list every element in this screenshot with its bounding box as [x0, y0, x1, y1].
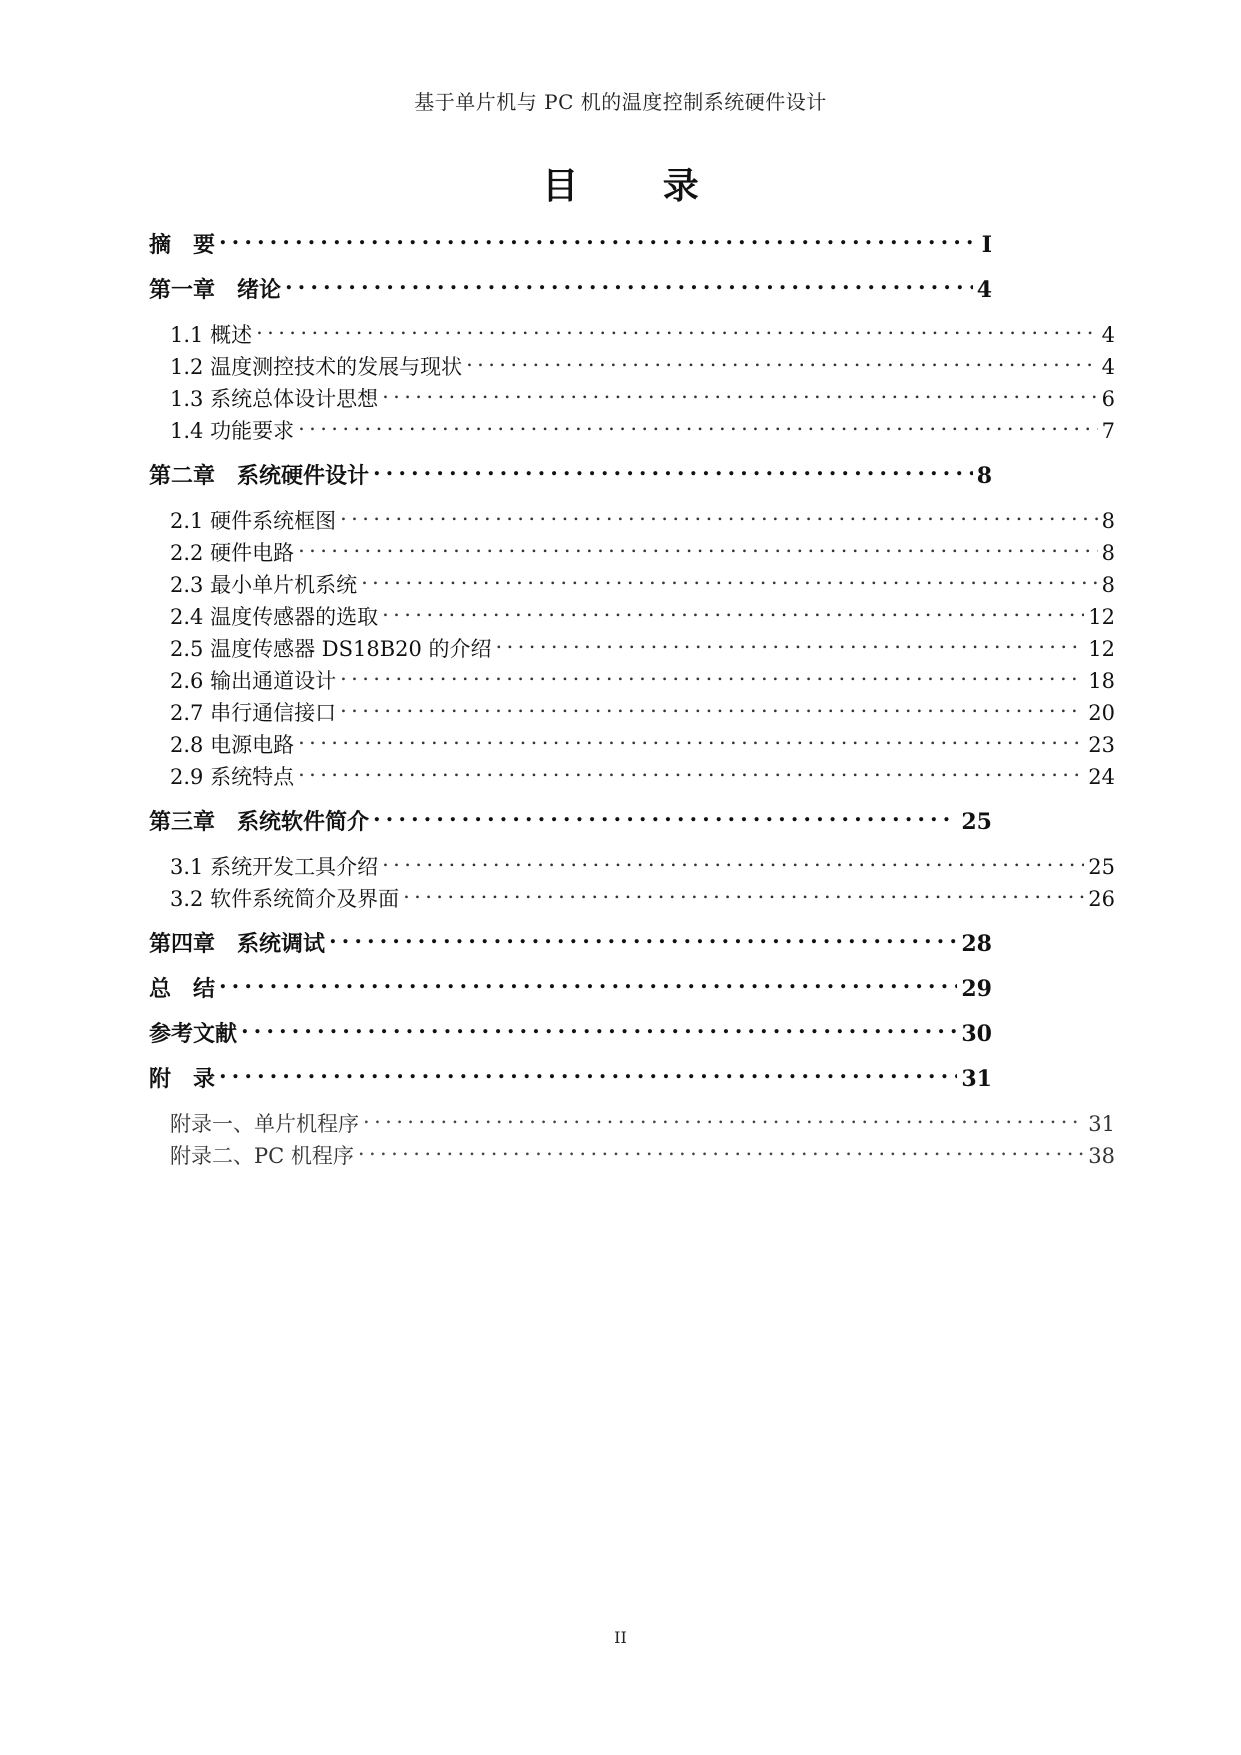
- toc-entry-page: 6: [1101, 387, 1115, 411]
- toc-entry-label: 第三章 系统软件简介: [149, 809, 370, 835]
- toc-entry-label: 总 结: [149, 976, 216, 1002]
- toc-leader-dots: [382, 376, 1098, 406]
- toc-entry-section-2-6[interactable]: [170, 658, 1115, 693]
- toc-entry-page: I: [981, 232, 992, 258]
- toc-entry-page: 20: [1088, 701, 1115, 725]
- toc-entry-label: 附 录: [149, 1066, 216, 1092]
- toc-entry-abstract[interactable]: [149, 222, 992, 258]
- toc-entry-label: 2.7 串行通信接口: [170, 701, 337, 725]
- toc-leader-dots: [298, 530, 1098, 560]
- toc-leader-dots: [219, 222, 978, 252]
- toc-entry-section-3-1[interactable]: [170, 844, 1115, 879]
- toc-entry-page: 31: [961, 1066, 992, 1092]
- toc-entry-page: 24: [1088, 765, 1115, 789]
- toc-entry-label: 3.1 系统开发工具介绍: [170, 855, 379, 879]
- toc-entry-label: 2.2 硬件电路: [170, 541, 295, 565]
- toc-leader-dots: [329, 921, 957, 951]
- toc-entry-label: 1.3 系统总体设计思想: [170, 387, 379, 411]
- toc-entry-section-2-2[interactable]: [170, 530, 1115, 565]
- toc-leader-dots: [340, 690, 1084, 720]
- toc-entry-page: 31: [1088, 1112, 1115, 1136]
- toc-entry-page: 29: [961, 976, 992, 1002]
- toc-entry-section-2-4[interactable]: [170, 594, 1115, 629]
- toc-entry-page: 28: [961, 931, 992, 957]
- toc-leader-dots: [373, 453, 973, 483]
- toc-leader-dots: [219, 1056, 957, 1086]
- toc-leader-dots: [358, 1133, 1084, 1163]
- toc-entry-page: 8: [1101, 541, 1115, 565]
- toc-entry-section-1-3[interactable]: [170, 376, 1115, 411]
- toc-leader-dots: [340, 658, 1084, 688]
- toc-entry-section-2-3[interactable]: [170, 562, 1115, 597]
- toc-entry-section-1-4[interactable]: [170, 408, 1115, 443]
- toc-entry-chapter-3[interactable]: [149, 799, 992, 835]
- toc-entry-page: 23: [1088, 733, 1115, 757]
- toc-entry-label: 参考文献: [149, 1021, 238, 1047]
- toc-entry-section-1-1[interactable]: [170, 312, 1115, 347]
- toc-leader-dots: [363, 1101, 1084, 1131]
- running-header: 基于单片机与 PC 机的温度控制系统硬件设计: [414, 90, 827, 114]
- toc-entry-page: 12: [1088, 637, 1115, 661]
- toc-entry-section-1-2[interactable]: [170, 344, 1115, 379]
- toc-leader-dots: [285, 267, 973, 297]
- toc-entry-label: 1.4 功能要求: [170, 419, 295, 443]
- toc-leader-dots: [466, 344, 1098, 374]
- toc-entry-references[interactable]: [149, 1011, 992, 1047]
- toc-entry-chapter-4[interactable]: [149, 921, 992, 957]
- toc-entry-appendix-2[interactable]: [170, 1133, 1115, 1168]
- toc-entry-label: 2.3 最小单片机系统: [170, 573, 358, 597]
- toc-entry-page: 8: [1101, 509, 1115, 533]
- toc-entry-appendix[interactable]: [149, 1056, 992, 1092]
- toc-entry-label: 2.6 输出通道设计: [170, 669, 337, 693]
- toc-entry-label: 2.4 温度传感器的选取: [170, 605, 379, 629]
- toc-leader-dots: [241, 1011, 957, 1041]
- toc-entry-label: 附录二、PC 机程序: [170, 1144, 354, 1168]
- toc-leader-dots: [373, 799, 957, 829]
- toc-entry-page: 38: [1088, 1144, 1115, 1168]
- toc-title: 目 录: [542, 165, 735, 207]
- toc-leader-dots: [382, 844, 1084, 874]
- toc-entry-label: 第四章 系统调试: [149, 931, 326, 957]
- page-number: II: [614, 1628, 627, 1647]
- toc-entry-page: 12: [1088, 605, 1115, 629]
- toc-leader-dots: [496, 626, 1085, 656]
- toc-entry-label: 附录一、单片机程序: [170, 1112, 359, 1136]
- toc-entry-label: 1.1 概述: [170, 323, 253, 347]
- toc-entry-section-2-1[interactable]: [170, 498, 1115, 533]
- toc-entry-chapter-2[interactable]: [149, 453, 992, 489]
- toc-entry-section-2-9[interactable]: [170, 754, 1115, 789]
- toc-entry-chapter-1[interactable]: [149, 267, 992, 303]
- toc-entry-section-2-5[interactable]: [170, 626, 1115, 661]
- toc-entry-page: 7: [1101, 419, 1115, 443]
- toc-entry-label: 1.2 温度测控技术的发展与现状: [170, 355, 463, 379]
- toc-entry-label: 第一章 绪论: [149, 277, 282, 303]
- toc-leader-dots: [298, 408, 1098, 438]
- toc-entry-label: 第二章 系统硬件设计: [149, 463, 370, 489]
- toc-entry-page: 4: [1101, 355, 1115, 379]
- toc-entry-section-2-8[interactable]: [170, 722, 1115, 757]
- toc-entry-page: 30: [961, 1021, 992, 1047]
- toc-leader-dots: [403, 876, 1084, 906]
- toc-leader-dots: [298, 754, 1084, 784]
- toc-entry-page: 4: [1101, 323, 1115, 347]
- toc-leader-dots: [298, 722, 1084, 752]
- toc-entry-label: 3.2 软件系统简介及界面: [170, 887, 400, 911]
- toc-entry-label: 2.8 电源电路: [170, 733, 295, 757]
- toc-entry-page: 26: [1088, 887, 1115, 911]
- toc-entry-page: 8: [976, 463, 992, 489]
- toc-entry-section-2-7[interactable]: [170, 690, 1115, 725]
- toc-entry-label: 2.9 系统特点: [170, 765, 295, 789]
- toc-leader-dots: [361, 562, 1098, 592]
- toc-entry-page: 25: [961, 809, 992, 835]
- toc-leader-dots: [219, 966, 957, 996]
- toc-leader-dots: [382, 594, 1084, 624]
- toc-leader-dots: [340, 498, 1098, 528]
- toc-entry-section-3-2[interactable]: [170, 876, 1115, 911]
- toc-entry-page: 18: [1088, 669, 1115, 693]
- toc-entry-page: 8: [1101, 573, 1115, 597]
- toc-entry-summary[interactable]: [149, 966, 992, 1002]
- toc-entry-label: 2.5 温度传感器 DS18B20 的介绍: [170, 637, 492, 661]
- toc-leader-dots: [256, 312, 1098, 342]
- toc-entry-label: 2.1 硬件系统框图: [170, 509, 337, 533]
- toc-entry-appendix-1[interactable]: [170, 1101, 1115, 1136]
- toc-entry-page: 4: [976, 277, 992, 303]
- toc-entry-label: 摘 要: [149, 232, 216, 258]
- toc-entry-page: 25: [1088, 855, 1115, 879]
